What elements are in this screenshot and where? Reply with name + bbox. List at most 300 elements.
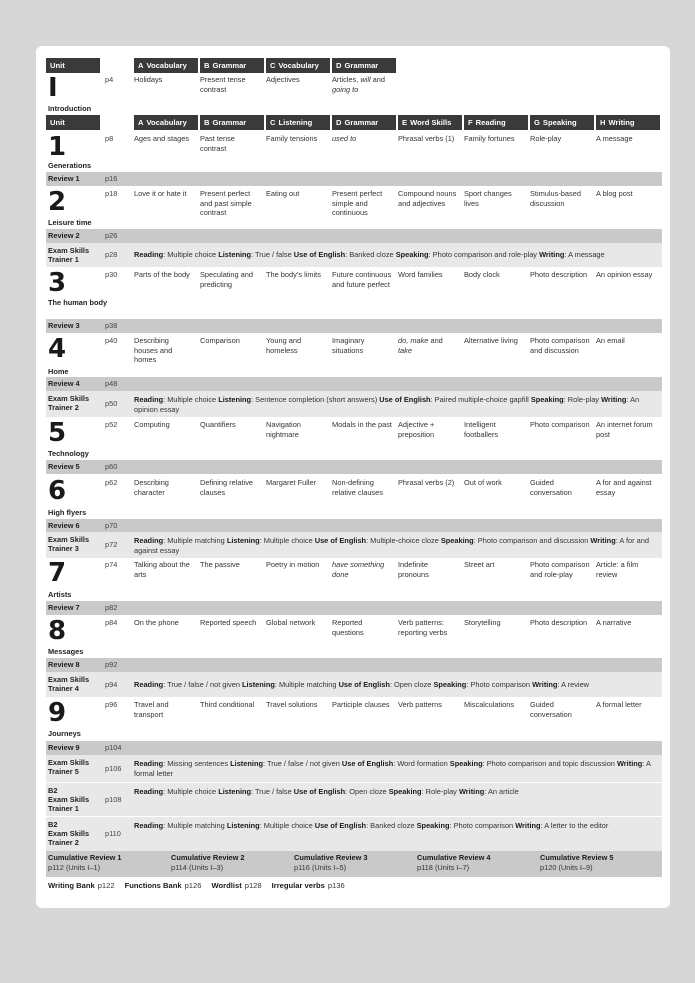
review-row (46, 741, 662, 755)
skill-task: : Open cloze (389, 679, 434, 689)
unit-page: p4 (105, 75, 114, 84)
exam-skills-row (46, 243, 662, 267)
cell-h: An internet forum post (596, 420, 653, 439)
exam-skills-tasks (134, 821, 654, 831)
skill-name: Speaking (449, 759, 483, 768)
skill-task: : Banked cloze (366, 821, 417, 830)
skill-name: Listening (230, 759, 263, 768)
bank-label: Functions Bank (124, 881, 182, 890)
bank-label: Irregular verbs (271, 881, 325, 890)
skill-task: : Paired multiple-choice gapfill (430, 395, 531, 404)
skill-name: Writing (458, 787, 485, 796)
cell-a: Parts of the body (134, 270, 190, 279)
exam-skills-page: p110 (105, 829, 121, 838)
column-header-1 (200, 58, 264, 73)
column-header-5 (464, 115, 528, 130)
cumulative-review-4 (417, 853, 535, 873)
skill-task: : Multiple matching (163, 821, 227, 830)
unit-number: I (48, 73, 58, 103)
column-letter: B (204, 61, 210, 70)
unit-title: Messages (48, 647, 84, 656)
cell-a: Talking about the arts (134, 560, 190, 579)
unit-number: 6 (48, 476, 67, 506)
exam-skills-row (46, 817, 662, 851)
cell-h: A narrative (596, 618, 632, 627)
column-label: Vocabulary (146, 118, 187, 127)
exam-skills-label (48, 820, 108, 847)
unit-title: Artists (48, 590, 72, 599)
review-page: p26 (105, 231, 118, 240)
column-label: Vocabulary (278, 61, 319, 70)
skill-task: : Open cloze (345, 787, 389, 796)
cell-e: Verb patterns (398, 700, 442, 709)
unit-row (46, 268, 662, 318)
contents-page (36, 46, 670, 908)
skill-task: : Photo comparison and topic discussion (482, 759, 617, 768)
cumulative-pages: p120 (Units I–9) (540, 863, 593, 872)
unit-row (46, 418, 662, 460)
cell-c: The body’s limits (266, 270, 321, 279)
cell-d: Future continuous and future perfect (332, 270, 392, 289)
skill-name: Writing (590, 536, 616, 545)
review-label: Review 7 (48, 603, 80, 612)
cell-g: Photo comparison and discussion (530, 336, 590, 355)
cumulative-review-bar (46, 851, 662, 877)
exam-skills-tasks (134, 395, 654, 414)
unit-number: 9 (48, 698, 67, 728)
skill-name: Reading (134, 395, 164, 404)
column-label: Speaking (542, 118, 577, 127)
cell-b: Reported speech (200, 618, 257, 627)
cell-c: Navigation nightmare (266, 420, 301, 439)
cell-g: Photo comparison (530, 420, 590, 429)
column-label: Grammar (344, 61, 379, 70)
cell-d: Participle clauses (332, 700, 390, 709)
review-label: Review 6 (48, 521, 80, 530)
cell-text-italic: take (398, 345, 412, 355)
column-letter: D (336, 118, 342, 127)
unit-page: p96 (105, 700, 118, 709)
unit-page: p84 (105, 618, 118, 627)
unit-number: 3 (48, 268, 67, 298)
cell-a: Travel and transport (134, 700, 169, 719)
cell-b: Speculating and predicting (200, 270, 254, 289)
skill-name: Writing (616, 759, 643, 768)
bank-page: p136 (327, 881, 345, 890)
cell-f: Miscalculations (464, 700, 515, 709)
cumulative-review-3 (294, 853, 412, 873)
exam-skills-page: p94 (105, 679, 118, 689)
cell-c: Margaret Fuller (266, 478, 317, 487)
cell-f: Family fortunes (464, 134, 515, 143)
cumulative-title: Cumulative Review 4 (417, 853, 491, 862)
cumulative-review-1 (48, 853, 166, 873)
cell-text: and (370, 75, 385, 84)
cell-e: Phrasal verbs (1) (398, 134, 455, 143)
exam-label-line1: Exam Skills (48, 246, 90, 255)
unit-title: High flyers (48, 508, 87, 517)
exam-skills-tasks (134, 250, 654, 260)
header_intro-header-row (46, 58, 662, 73)
cumulative-title: Cumulative Review 2 (171, 853, 245, 862)
unit-page: p52 (105, 420, 118, 429)
column-letter: D (336, 61, 342, 70)
cell-c: Adjectives (266, 75, 300, 84)
skill-name: Speaking (388, 787, 422, 796)
header_main-header-row (46, 115, 662, 130)
exam-label-line2: Trainer 5 (48, 767, 79, 776)
skill-name: Writing (601, 395, 627, 404)
cell-g: Photo comparison and role-play (530, 560, 590, 579)
review-row (46, 319, 662, 333)
exam-skills-label (48, 535, 108, 553)
cell-c: Global network (266, 618, 316, 627)
review-page: p38 (105, 321, 118, 330)
bank-label: Writing Bank (48, 881, 95, 890)
skill-task: : A for and against essay (134, 536, 650, 555)
review-page: p16 (105, 174, 118, 183)
cell-f: Alternative living (464, 336, 518, 345)
bank-page: p128 (244, 881, 262, 890)
exam-label-line1: Exam Skills (48, 829, 90, 838)
column-header-1 (200, 115, 264, 130)
column-header-7 (596, 115, 660, 130)
unit-number: 1 (48, 132, 67, 162)
skill-name: Listening (226, 536, 260, 545)
skill-name: Listening (218, 395, 252, 404)
skill-task: : True / false / not given (262, 759, 342, 768)
column-label: Grammar (212, 118, 247, 127)
cell-a: On the phone (134, 618, 179, 627)
unit-page: p62 (105, 478, 118, 487)
cell-h: Article: a film review (596, 560, 639, 579)
cell-d: have something done (332, 560, 385, 579)
unit-title: Journeys (48, 729, 81, 738)
exam-label-line1: Exam Skills (48, 675, 90, 684)
cell-h: An opinion essay (596, 270, 653, 279)
exam-skills-row (46, 783, 662, 816)
cell-e: Verb patterns: reporting verbs (398, 618, 448, 637)
review-row (46, 229, 662, 243)
exam-skills-page: p28 (105, 250, 118, 259)
exam-skills-page: p72 (105, 540, 118, 549)
cell-h: A formal letter (596, 700, 642, 709)
review-page: p104 (105, 743, 122, 752)
skill-name: Speaking (416, 821, 450, 830)
cell-c: Family tensions (266, 134, 318, 143)
cell-a: Love it or hate it (134, 189, 187, 198)
cell-g: Stimulus-based discussion (530, 189, 581, 208)
review-label: Review 4 (48, 379, 80, 388)
cumulative-pages: p112 (Units I–1) (48, 863, 101, 872)
unit-title: The human body (48, 298, 108, 307)
exam-skills-tasks (134, 787, 654, 797)
skill-task: : True / false / not given (163, 679, 243, 689)
column-letter: C (270, 61, 276, 70)
exam-label-line2: Trainer 1 (48, 804, 79, 813)
cell-e: Adjective + preposition (398, 420, 435, 439)
exam-skills-label (48, 246, 108, 264)
unit-page: p18 (105, 189, 118, 198)
cell-g: Guided conversation (530, 478, 572, 497)
cell-c: Young and homeless (266, 336, 302, 355)
skill-name: Reading (134, 679, 164, 689)
skill-name: Use of English (341, 759, 394, 768)
cell-b: Third conditional (200, 700, 255, 709)
cell-h: A blog post (596, 189, 633, 198)
review-page: p92 (105, 660, 118, 669)
skill-task: : Photo comparison (466, 679, 533, 689)
skill-name: Writing (532, 679, 558, 689)
review-row (46, 601, 662, 615)
cell-d: Modals in the past (332, 420, 392, 429)
review-page: p60 (105, 462, 118, 471)
skill-name: Speaking (395, 250, 429, 259)
bank-page: p122 (97, 881, 115, 890)
unit-page: p40 (105, 336, 118, 345)
skill-task: : An opinion essay (134, 395, 640, 414)
unit-page: p74 (105, 560, 118, 569)
skill-name: Use of English (293, 787, 346, 796)
skill-task: : A message (564, 250, 605, 259)
cell-b: Quantifiers (200, 420, 236, 429)
cell-a: Describing houses and homes (134, 336, 173, 365)
cell-b: The passive (200, 560, 240, 569)
skill-task: : Word formation (393, 759, 450, 768)
cell-d: Reported questions (332, 618, 364, 637)
column-letter: B (204, 118, 210, 127)
banks-line (48, 881, 355, 890)
review-row (46, 460, 662, 474)
unit-title: Introduction (48, 104, 92, 113)
exam-level: B2 (48, 786, 58, 795)
cell-b: Defining relative clauses (200, 478, 253, 497)
cell-b: Comparison (200, 336, 240, 345)
cell-e: Indefinite pronouns (398, 560, 429, 579)
skill-name: Use of English (338, 679, 390, 689)
cell-d: Present perfect simple and continuous (332, 189, 383, 218)
column-letter: C (270, 118, 276, 127)
cumulative-review-2 (171, 853, 289, 873)
skill-name: Reading (134, 250, 164, 259)
skill-task: : Multiple-choice cloze (366, 536, 441, 545)
cell-a: Computing (134, 420, 170, 429)
skill-name: Reading (134, 536, 164, 545)
skill-name: Listening (218, 250, 252, 259)
unit-page: p8 (105, 134, 114, 143)
skill-name: Listening (242, 679, 275, 689)
cell-b: Present tense contrast (200, 75, 246, 94)
unit-row (46, 698, 662, 740)
skill-name: Speaking (440, 536, 474, 545)
exam-label-line1: Exam Skills (48, 394, 90, 403)
column-label: Reading (475, 118, 506, 127)
skill-task: : Photo comparison and discussion (473, 536, 591, 545)
unit-title: Generations (48, 161, 92, 170)
review-page: p82 (105, 603, 118, 612)
cumulative-pages: p116 (Units I–5) (294, 863, 347, 872)
review-label: Review 5 (48, 462, 80, 471)
cell-e: Word families (398, 270, 443, 279)
column-label: Grammar (212, 61, 247, 70)
exam-label-line2: Trainer 2 (48, 403, 79, 412)
exam-label-line2: Trainer 3 (48, 544, 79, 553)
unit-number: 5 (48, 418, 67, 448)
review-page: p70 (105, 521, 118, 530)
column-letter: G (534, 118, 540, 127)
unit-column-header: Unit (46, 115, 100, 130)
exam-skills-row (46, 672, 662, 697)
unit-number: 8 (48, 616, 67, 646)
cell-g: Guided conversation (530, 700, 572, 719)
column-letter: F (468, 118, 473, 127)
cell-c: Travel solutions (266, 700, 318, 709)
exam-skills-tasks (134, 680, 654, 690)
cell-d (332, 75, 392, 94)
cell-a: Ages and stages (134, 134, 190, 143)
cell-f: Storytelling (464, 618, 501, 627)
skill-name: Reading (134, 821, 164, 830)
cell-text-italic: going to (332, 84, 359, 94)
review-page: p48 (105, 379, 118, 388)
column-header-0 (134, 115, 198, 130)
skill-name: Listening (218, 787, 252, 796)
skill-name: Writing (515, 821, 541, 830)
cell-h: A message (596, 134, 633, 143)
unit-title: Technology (48, 449, 89, 458)
exam-label-line1: Exam Skills (48, 758, 90, 767)
unit-row (46, 558, 662, 601)
cell-b: Past tense contrast (200, 134, 235, 153)
column-letter: E (402, 118, 408, 127)
skill-task: : Multiple choice (163, 395, 219, 404)
exam-label-line2: Trainer 4 (48, 684, 79, 693)
skill-task: : Multiple matching (163, 536, 227, 545)
unit-page: p30 (105, 270, 118, 279)
skill-task: : A review (557, 679, 590, 689)
unit-title: Home (48, 367, 69, 376)
cell-h: An email (596, 336, 625, 345)
cell-text: Articles, (332, 75, 361, 84)
review-label: Review 1 (48, 174, 80, 183)
column-label: Listening (278, 118, 313, 127)
exam-skills-tasks (134, 759, 654, 778)
skill-name: Listening (226, 821, 260, 830)
exam-skills-page: p108 (105, 794, 122, 804)
exam-label-line1: Exam Skills (48, 795, 90, 804)
column-label: Grammar (344, 118, 379, 127)
column-label: Vocabulary (146, 61, 187, 70)
skill-name: Use of English (379, 395, 431, 404)
cell-a: Describing character (134, 478, 169, 497)
cell-d: used to (332, 134, 357, 143)
cell-e: Compound nouns and adjectives (398, 189, 457, 208)
cell-b: Present perfect and past simple contrast (200, 189, 252, 218)
skill-name: Use of English (293, 250, 346, 259)
skill-task: : An article (484, 787, 519, 796)
cell-text-italic: will (360, 75, 371, 84)
review-row (46, 377, 662, 391)
skill-task: : Multiple choice (163, 250, 219, 259)
skill-task: : Multiple choice (163, 787, 219, 796)
column-header-4 (398, 115, 462, 130)
unit-row (46, 616, 662, 658)
exam-skills-row (46, 391, 662, 417)
cumulative-title: Cumulative Review 5 (540, 853, 614, 862)
unit-number: 2 (48, 187, 67, 217)
exam-skills-page: p50 (105, 399, 118, 408)
column-header-2 (266, 58, 330, 73)
exam-skills-tasks (134, 536, 654, 555)
cell-e: Phrasal verbs (2) (398, 478, 455, 487)
cell-c: Poetry in motion (266, 560, 320, 569)
cell-g: Role-play (530, 134, 562, 143)
unit-row (46, 334, 662, 378)
skill-task: : Photo comparison (449, 821, 516, 830)
unit-row (46, 187, 662, 229)
cell-text: and (428, 336, 443, 345)
review-label: Review 3 (48, 321, 80, 330)
unit-column-header: Unit (46, 58, 100, 73)
cell-f: Intelligent footballers (464, 420, 499, 439)
review-row (46, 172, 662, 186)
skill-name: Use of English (314, 821, 367, 830)
column-header-2 (266, 115, 330, 130)
cell-f: Sport changes lives (464, 189, 512, 208)
column-label: Word Skills (410, 118, 452, 127)
skill-task: : Banked cloze (345, 250, 396, 259)
skill-name: Speaking (433, 679, 467, 689)
column-header-6 (530, 115, 594, 130)
cell-c: Eating out (266, 189, 300, 198)
exam-skills-label (48, 394, 108, 412)
column-header-3 (332, 115, 396, 130)
review-row (46, 658, 662, 672)
unit-number: 4 (48, 334, 67, 364)
skill-task: : Missing sentences (163, 759, 231, 768)
cell-a: Holidays (134, 75, 163, 84)
cell-f: Out of work (464, 478, 502, 487)
cumulative-review-5 (540, 853, 658, 873)
unit-row (46, 476, 662, 519)
column-header-3 (332, 58, 396, 73)
skill-task: : True / false (251, 250, 294, 259)
skill-task: : Multiple choice (259, 821, 315, 830)
exam-skills-label (48, 786, 108, 813)
column-header-0 (134, 58, 198, 73)
exam-skills-row (46, 532, 662, 558)
skill-task: : Role-play (563, 395, 602, 404)
skill-task: : Multiple matching (274, 679, 339, 689)
exam-label-line2: Trainer 2 (48, 838, 79, 847)
column-letter: A (138, 61, 144, 70)
exam-label-line2: Trainer 1 (48, 255, 79, 264)
unit-row (46, 132, 662, 172)
cell-f: Street art (464, 560, 495, 569)
cell-f: Body clock (464, 270, 500, 279)
skill-name: Use of English (314, 536, 367, 545)
intro-unit-row (46, 73, 662, 115)
skill-task: : Sentence completion (short answers) (251, 395, 380, 404)
cell-g: Photo description (530, 618, 588, 627)
bank-page: p126 (184, 881, 202, 890)
unit-title: Leisure time (48, 218, 92, 227)
column-label: Writing (608, 118, 635, 127)
skill-task: : A formal letter (134, 759, 651, 778)
review-label: Review 8 (48, 660, 80, 669)
cumulative-pages: p118 (Units I–7) (417, 863, 470, 872)
skill-name: Writing (539, 250, 565, 259)
